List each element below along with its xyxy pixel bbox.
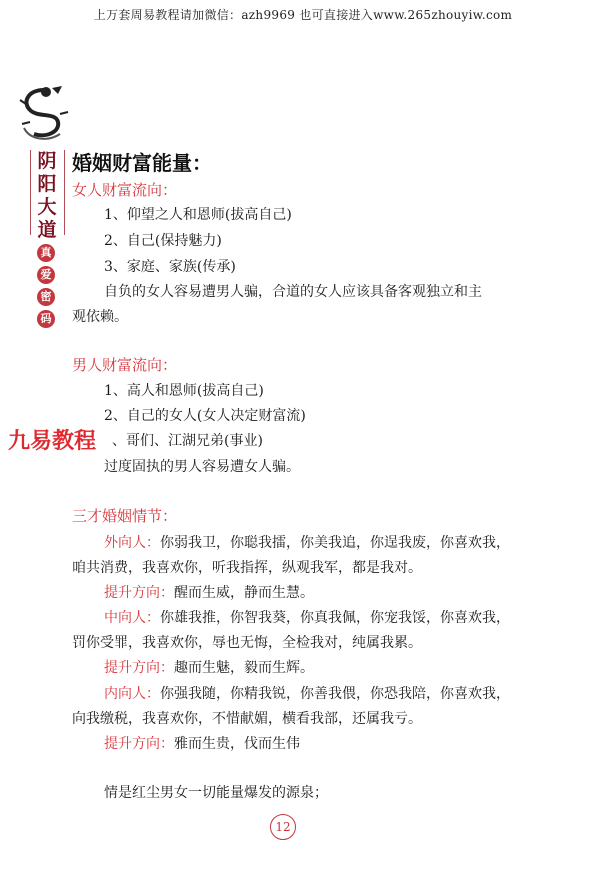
closing-line: 情是红尘男女一切能量爆发的源泉； [104,785,328,801]
sidebar-rule-left [30,150,31,235]
women-item-1: 1、仰望之人和恩师(拔高自己) [104,207,292,223]
sidebar-title: 阴 阳 大 道 [37,150,57,241]
inner-improve: 提升方向：雅而生贵，伐而生伟 [104,736,300,752]
women-item-2: 2、自己(保持魅力) [104,233,222,249]
women-title: 女人财富流向： [72,181,178,199]
middle-line1: 中向人：你雄我推，你智我葵，你真我佩，你宠我馁，你喜欢我， [104,610,510,626]
inner-line1: 内向人：你强我随，你精我锐，你善我偎，你恐我陪，你喜欢我， [104,686,510,702]
page-header: 上万套周易教程请加微信：azh9969 也可直接进入www.265zhouyiw.com [93,8,513,22]
sidebar-badges [37,244,57,332]
middle-label: 中向人： [104,610,160,626]
badge-zhen: 真 [37,244,55,262]
men-item-1: 1、高人和恩师(拔高自己) [104,383,264,399]
middle-line2: 罚你受罪，我喜欢你，辱也无悔，全检我对，纯属我累。 [72,635,422,651]
page-number: 12 [270,814,296,840]
inner-line2: 向我缴税，我喜欢你，不惜献媚，横看我部，还属我亏。 [72,711,422,727]
plots-title: 三才婚姻情节： [72,507,178,525]
outer-improve: 提升方向：醒而生威，静而生慧。 [104,585,314,601]
outer-line1: 外向人：你弱我卫，你聪我擂，你美我追，你逞我废，你喜欢我， [104,535,510,551]
outer-line2: 咱共消费，我喜欢你，听我指挥，纵观我军，都是我对。 [72,560,422,576]
women-item-3: 3、家庭、家族(传承) [104,259,236,275]
dragon-logo-icon [16,84,72,144]
men-item-2: 2、自己的女人(女人决定财富流) [104,408,306,424]
badge-mi: 密 [37,288,55,306]
badge-ma: 码 [37,310,55,328]
women-note-line2: 观依赖。 [72,309,128,325]
badge-ai: 爱 [37,266,55,284]
section-heading: 婚姻财富能量： [72,151,212,175]
men-title: 男人财富流向： [72,356,178,374]
women-note-line1: 自负的女人容易遭男人骗，合道的女人应该具备客观独立和主 [104,284,482,300]
outer-label: 外向人： [104,535,160,551]
sidebar-rule-right [64,150,65,235]
men-note: 过度固执的男人容易遭女人骗。 [104,459,300,475]
watermark-text: 九易教程 [8,429,97,454]
middle-improve: 提升方向：趣而生魅，毅而生辉。 [104,660,314,676]
inner-label: 内向人： [104,686,160,702]
men-item-3: 、哥们、江湖兄弟(事业) [112,433,263,449]
